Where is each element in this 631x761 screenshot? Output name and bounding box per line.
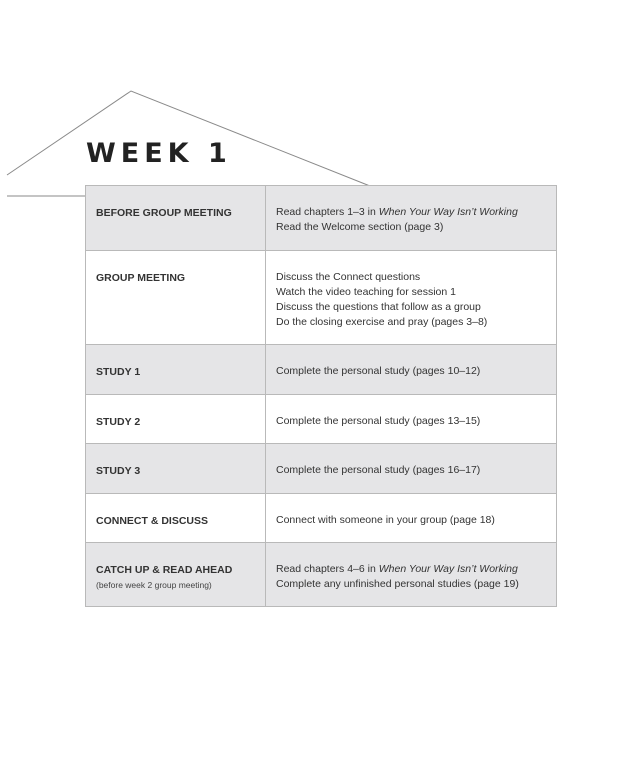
- schedule-activity-cell: [86, 494, 266, 543]
- schedule-task-line: [276, 300, 548, 315]
- schedule-row: [86, 543, 557, 607]
- schedule-task-text: Complete the personal study (pages 16–17): [276, 464, 481, 476]
- schedule-activity-label: BEFORE GROUP MEETING: [96, 207, 232, 219]
- schedule-activity-cell: [86, 543, 266, 607]
- schedule-task-text: Complete the personal study (pages 10–12): [276, 365, 481, 377]
- schedule-activity-cell: [86, 444, 266, 494]
- schedule-task-text: Read chapters 4–6 in: [276, 563, 379, 575]
- schedule-activity-sublabel: (before week 2 group meeting): [96, 580, 212, 590]
- schedule-row: [86, 494, 557, 543]
- schedule-task-line: [276, 513, 548, 528]
- schedule-task-text: Watch the video teaching for session 1: [276, 286, 456, 298]
- schedule-activity-label: STUDY 2: [96, 416, 141, 428]
- schedule-activity-cell: [86, 186, 266, 251]
- page-title: WEEK 1: [86, 138, 232, 169]
- schedule-detail-cell: [266, 444, 557, 494]
- schedule-task-text: Discuss the Connect questions: [276, 271, 421, 283]
- schedule-task-text: Discuss the questions that follow as a group: [276, 301, 481, 313]
- schedule-task-line: [276, 577, 548, 592]
- schedule-body: [86, 186, 557, 607]
- schedule-row: [86, 444, 557, 494]
- schedule-detail-cell: [266, 395, 557, 444]
- schedule-task-line: [276, 562, 548, 577]
- schedule-detail-cell: [266, 345, 557, 395]
- book-title: When Your Way Isn’t Working: [378, 206, 518, 218]
- schedule-row: [86, 251, 557, 345]
- schedule-row: [86, 395, 557, 444]
- schedule-task-text: Complete the personal study (pages 13–15): [276, 415, 481, 427]
- schedule-task-text: Read chapters 1–3 in: [276, 206, 379, 218]
- schedule-task-text: Do the closing exercise and pray (pages 3–8): [276, 316, 488, 328]
- schedule-activity-label: CATCH UP & READ AHEAD: [96, 564, 233, 576]
- schedule-detail-cell: [266, 251, 557, 345]
- schedule-detail-cell: [266, 494, 557, 543]
- schedule-task-line: [276, 220, 548, 235]
- book-title: When Your Way Isn’t Working: [378, 563, 518, 575]
- schedule-task-text: Complete any unfinished personal studies (page 19): [276, 578, 519, 590]
- schedule-activity-cell: [86, 345, 266, 395]
- schedule-task-line: [276, 315, 548, 330]
- schedule-task-line: [276, 364, 548, 379]
- schedule-activity-label: GROUP MEETING: [96, 272, 186, 284]
- schedule-activity-cell: [86, 395, 266, 444]
- schedule-task-line: [276, 463, 548, 478]
- schedule-activity-cell: [86, 251, 266, 345]
- schedule-detail-cell: [266, 543, 557, 607]
- schedule-activity-label: CONNECT & DISCUSS: [96, 515, 209, 527]
- schedule-task-line: [276, 205, 548, 220]
- schedule-detail-cell: [266, 186, 557, 251]
- schedule-row: [86, 186, 557, 251]
- schedule-activity-label: STUDY 3: [96, 465, 141, 477]
- schedule-task-line: [276, 285, 548, 300]
- schedule-activity-label: STUDY 1: [96, 366, 141, 378]
- weekly-schedule-table: [85, 185, 557, 607]
- schedule-task-line: [276, 414, 548, 429]
- schedule-task-text: Connect with someone in your group (page 18): [276, 514, 495, 526]
- schedule-task-line: [276, 270, 548, 285]
- roof-outline-graphic: [0, 0, 631, 200]
- schedule-row: [86, 345, 557, 395]
- schedule-task-text: Read the Welcome section (page 3): [276, 221, 444, 233]
